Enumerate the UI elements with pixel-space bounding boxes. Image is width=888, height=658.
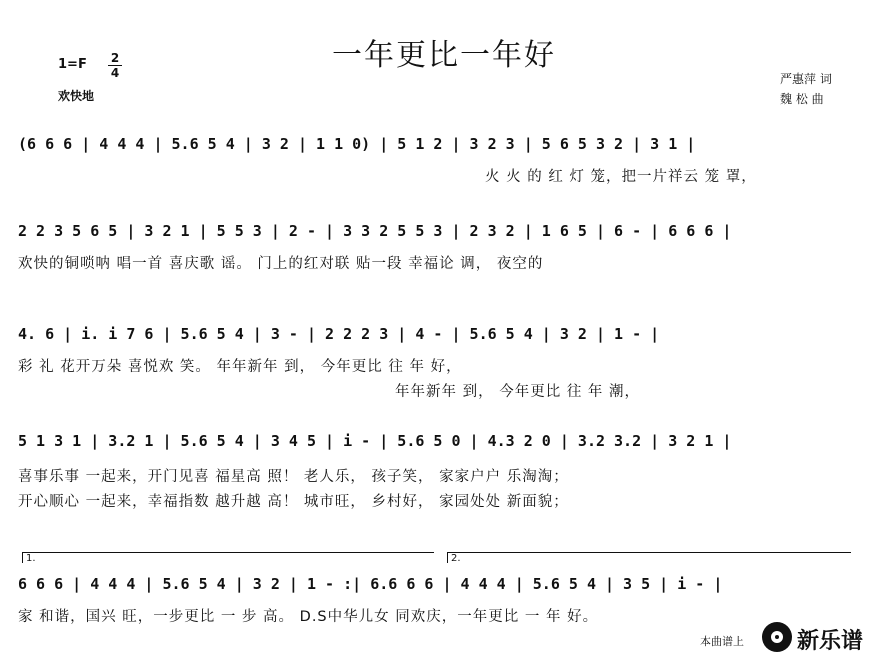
brand-name: 新乐谱	[797, 629, 864, 654]
volta-second: 2.	[447, 552, 851, 563]
lyric-line: 彩 礼 花开万朵 喜悦欢 笑。 年年新年 到， 今年更比 往 年 好，	[18, 359, 462, 375]
notation-line: 6 6 6 | 4 4 4 | 5.6 5 4 | 3 2 | 1 - :| 6.6 6 6 | 4 4 4 | 5.6 5 4 | 3 5 | i - |	[18, 575, 723, 593]
source-note: 本曲谱上	[700, 635, 744, 648]
notation-line: 5 1 3 1 | 3.2 1 | 5.6 5 4 | 3 4 5 | i - | 5.6 5 0 | 4.3 2 0 | 3.2 3.2 | 3 2 1 |	[18, 432, 732, 450]
notation-line: 4. 6 | i. i 7 6 | 5.6 5 4 | 3 - | 2 2 2 3 | 4 - | 5.6 5 4 | 3 2 | 1 - |	[18, 325, 660, 343]
lyric-line: 开心顺心 一起来，幸福指数 越升越 高！ 城市旺， 乡村好， 家园处处 新面貌；	[18, 494, 569, 510]
logo-icon	[762, 622, 792, 652]
meter-top: 2	[110, 51, 120, 65]
key-signature: 1=F	[58, 57, 87, 72]
lyric-line: 火 火 的 红 灯 笼，把一片祥云 笼 罩，	[485, 169, 757, 185]
volta-first: 1.	[22, 552, 434, 563]
lyric-line: 年年新年 到， 今年更比 往 年 潮，	[395, 384, 641, 400]
time-signature	[108, 52, 122, 79]
lyric-line: 欢快的铜唢呐 唱一首 喜庆歌 谣。 门上的红对联 贴一段 幸福论 调， 夜空的	[18, 256, 544, 272]
notation-line: 2 2 3 5 6 5 | 3 2 1 | 5 5 3 | 2 - | 3 3 2 5 5 3 | 2 3 2 | 1 6 5 | 6 - | 6 6 6 |	[18, 222, 732, 240]
lyric-line: 喜事乐事 一起来，开门见喜 福星高 照！ 老人乐， 孩子笑， 家家户户 乐淘淘；	[18, 469, 569, 485]
composer-credit: 魏 松 曲	[780, 92, 824, 106]
tempo-marking: 欢快地	[58, 89, 95, 103]
lyricist-credit: 严惠萍 词	[780, 72, 832, 86]
notation-line: (6 6 6 | 4 4 4 | 5.6 5 4 | 3 2 | 1 1 0) | 5 1 2 | 3 2 3 | 5 6 5 3 2 | 3 1 |	[18, 135, 696, 153]
meter-bottom: 4	[110, 66, 120, 80]
page-title: 一年更比一年好	[332, 38, 556, 73]
lyric-line: 家 和谐，国兴 旺，一步更比 一 步 高。 D.S中华儿女 同欢庆，一年更比 一 年 好。	[18, 609, 599, 625]
